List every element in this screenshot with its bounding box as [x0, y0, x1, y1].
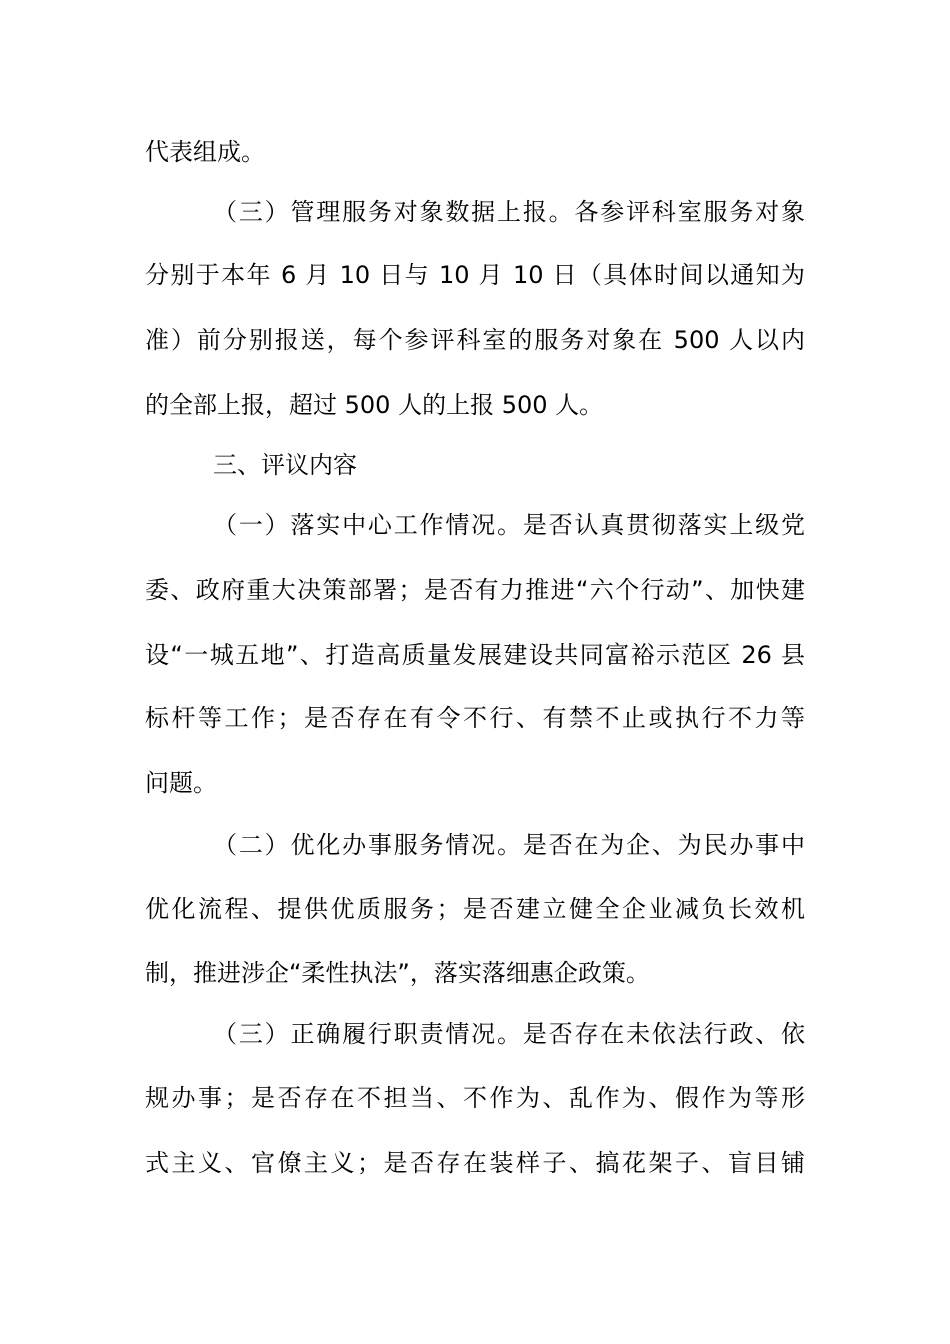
text-line-16: 规办事；是否存在不担当、不作为、乱作为、假作为等形 [145, 1084, 805, 1112]
section-heading: 三、评议内容 [213, 451, 357, 479]
text-line-4: 准）前分别报送，每个参评科室的服务对象在 500 人以内 [145, 326, 805, 354]
text-line-5: 的全部上报，超过 500 人的上报 500 人。 [145, 391, 604, 419]
text-line-12: （二）优化办事服务情况。是否在为企、为民办事中 [213, 831, 805, 859]
text-line-7: （一）落实中心工作情况。是否认真贯彻落实上级党 [213, 511, 805, 539]
text-line-9: 设“一城五地”、打造高质量发展建设共同富裕示范区 26 县 [145, 641, 805, 669]
text-line-11: 问题。 [145, 769, 217, 797]
text-line-13: 优化流程、提供优质服务；是否建立健全企业减负长效机 [145, 895, 805, 923]
text-line-8: 委、政府重大决策部署；是否有力推进“六个行动”、加快建 [145, 576, 805, 604]
text-line-17: 式主义、官僚主义；是否存在装样子、搞花架子、盲目铺 [145, 1149, 805, 1177]
text-line-10: 标杆等工作；是否存在有令不行、有禁不止或执行不力等 [145, 704, 805, 732]
text-line-14: 制，推进涉企“柔性执法”，落实落细惠企政策。 [145, 959, 650, 987]
text-line-2: （三）管理服务对象数据上报。各参评科室服务对象 [213, 198, 805, 226]
text-line-3: 分别于本年 6 月 10 日与 10 月 10 日（具体时间以通知为 [145, 261, 805, 289]
text-line-1: 代表组成。 [145, 138, 265, 166]
text-line-15: （三）正确履行职责情况。是否存在未依法行政、依 [213, 1020, 805, 1048]
